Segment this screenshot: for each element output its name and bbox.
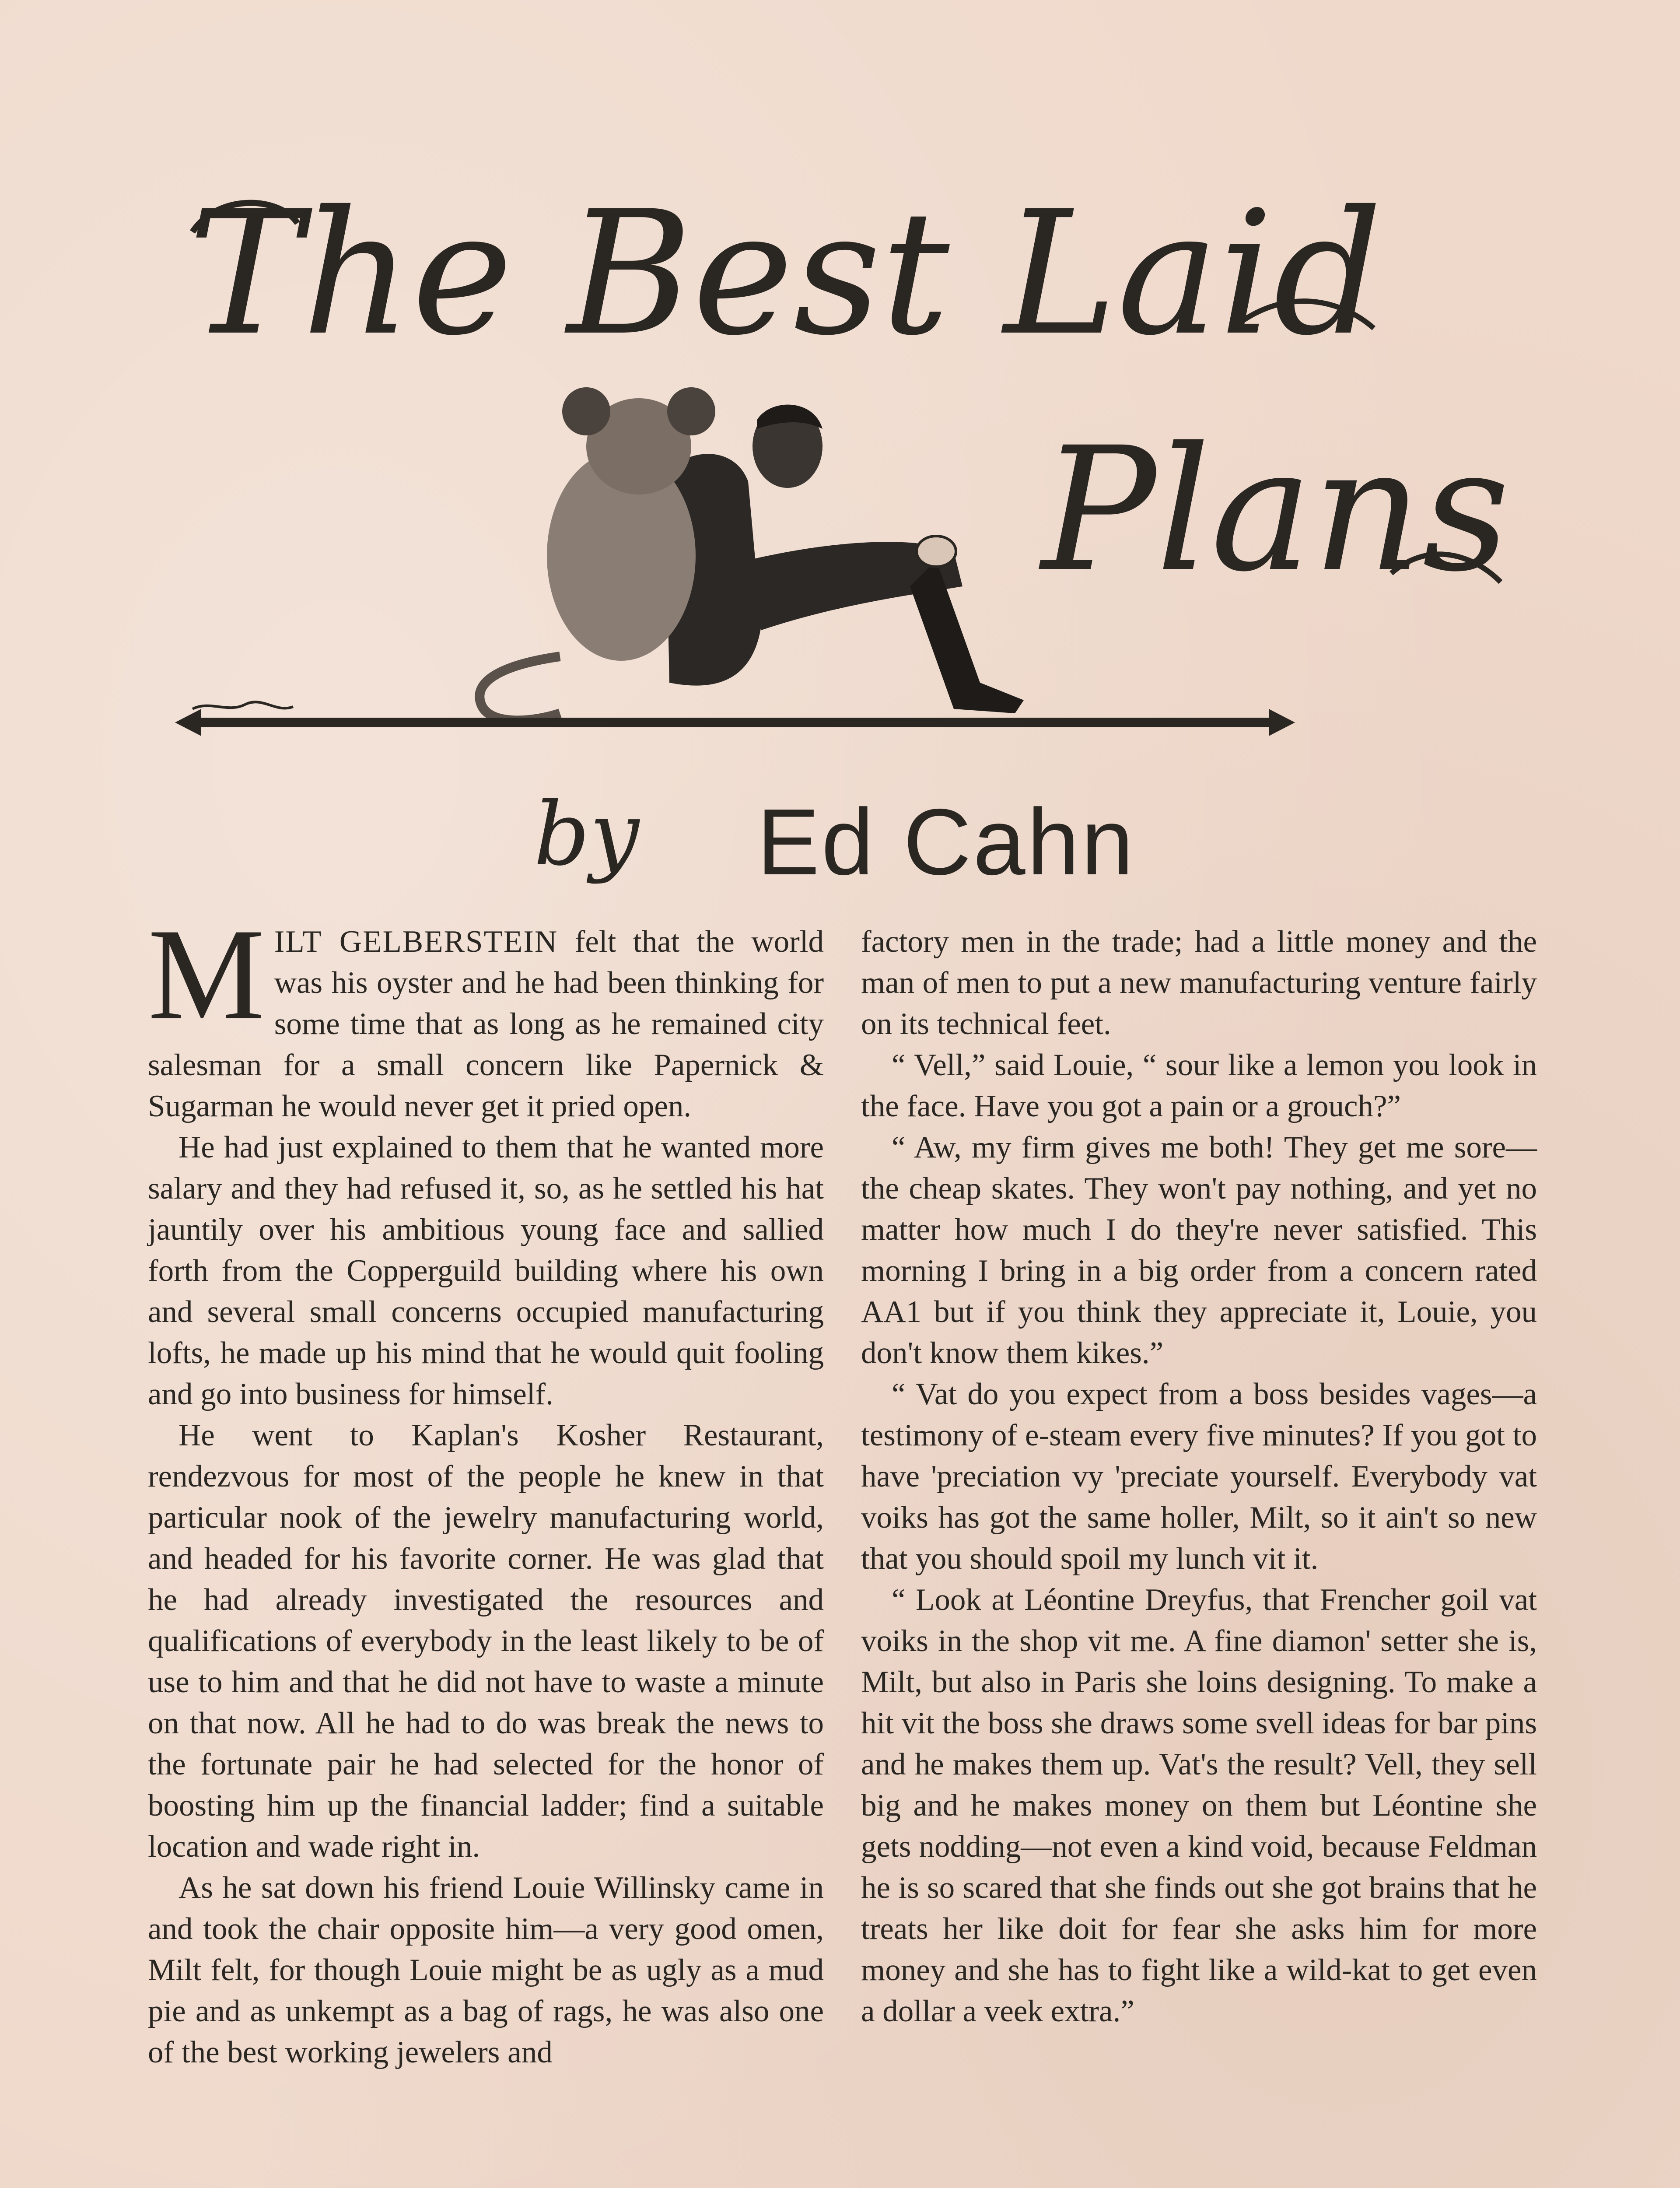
article-column-left xyxy=(148,901,824,2073)
title-line2: Plans xyxy=(1041,410,1510,609)
illustration-monkey-and-man-icon xyxy=(192,387,1024,720)
author-name: Ed Cahn xyxy=(757,789,1135,894)
title-illustration xyxy=(166,166,1522,788)
paragraph: He went to Kaplan's Kosher Restaurant, rendezvous for most of the people he knew in that particular nook of the jewelry manufacturing world, and headed for his favorite corner. He was glad that he had already investigated the resources and qualifications of everybody in the least likely to be of use to him and that he did not have to waste a minute on that now. All he had to do was break the news to the fortunate pair he had selected for the honor of boosting him up the financial ladder; find a suitable location and wade right in. xyxy=(148,1418,824,1864)
paragraph: “ Look at Léontine Dreyfus, that Frencher goil vat voiks in the shop vit me. A fine diamon' setter she is, Milt, but also in Paris she loins designing. To make a hit vit the boss she draws some svell ideas for bar pins and he makes them up. Vat's the result? Vell, they sell big and he makes money on them but Léontine she gets nodding—not even a kind void, because Feldman he is so scared that she finds out she got brains that he treats her like doit for fear she asks him for more money and she has to fight like a wild-kat to get even a dollar a veek extra.” xyxy=(861,1583,1537,2028)
title-line1: The Best Laid xyxy=(188,174,1383,373)
byline xyxy=(525,779,1181,901)
byline-by: by xyxy=(534,783,640,885)
opening-words: ILT GELBERSTEIN xyxy=(274,925,558,959)
paragraph: “ Vell,” said Louie, “ sour like a lemon you look in the face. Have you got a pain or a grouch?” xyxy=(861,1048,1537,1123)
decorative-bar xyxy=(175,709,1295,736)
drop-cap: M xyxy=(148,901,265,1047)
paragraph-text: felt that the world was his oyster and he had been thinking for some time that as long as he remained city salesman for a small concern like Papernick & Sugarman he would never get it pried open. xyxy=(148,925,824,1123)
paragraph: factory men in the trade; had a little money and the man of men to put a new manufacturing venture fairly on its technical feet. xyxy=(861,925,1537,1041)
paragraph: “ Aw, my firm gives me both! They get me sore—the cheap skates. They won't pay nothing, and yet no matter how much I do they're never satisfied. This morning I bring in a big order from a concern rated AA1 but if you think they appreciate it, Louie, you don't know them kikes.” xyxy=(861,1130,1537,1370)
article-column-right xyxy=(861,921,1537,2032)
title-area xyxy=(166,166,1522,788)
paragraph: As he sat down his friend Louie Willinsky came in and took the chair opposite him—a very good omen, Milt felt, for though Louie might be as ugly as a mud pie and as unkempt as a bag of rags, he was also one of the best working jewelers and xyxy=(148,1871,824,2069)
paragraph: “ Vat do you expect from a boss besides vages—a testimony of e-steam every five minutes? If you got to have 'preciation vy 'preciate yourself. Everybody vat voiks has got the same holler, Milt, so it ain't so new that you should spoil my lunch vit it. xyxy=(861,1377,1537,1576)
paragraph xyxy=(148,901,824,1127)
paragraph: He had just explained to them that he wanted more salary and they had refused it, so, as he settled his hat jauntily over his ambitious young face and sallied forth from the Copperguild building where his own and several small concerns occupied manufacturing lofts, he made up his mind that he would quit fooling and go into business for himself. xyxy=(148,1130,824,1411)
